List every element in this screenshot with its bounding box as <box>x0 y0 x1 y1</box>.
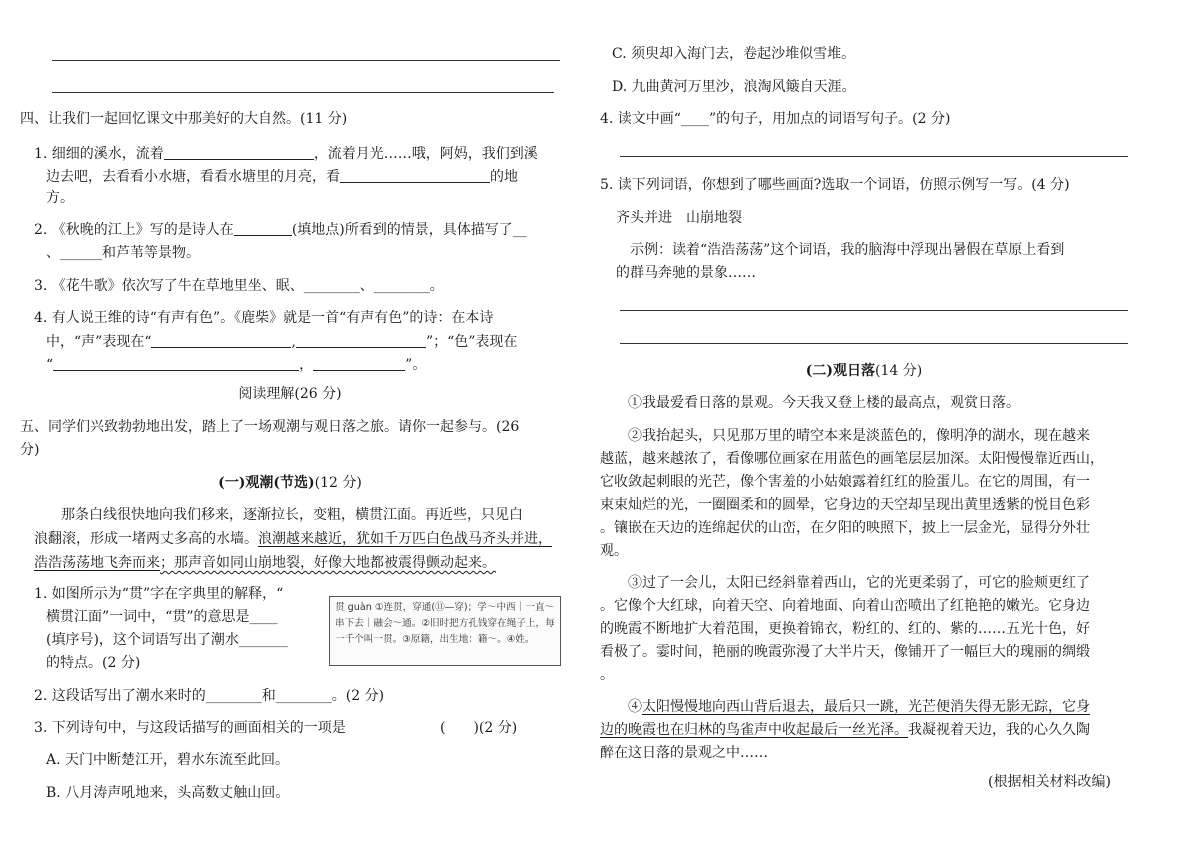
q4-2-line2: 、______和芦苇等景物。 <box>46 245 200 261</box>
passage1-line3: 浩浩荡荡地飞奔而来；那声音如同山崩地裂，好像大地都被震得颤动起来。 <box>34 555 496 571</box>
blank[interactable] <box>313 354 405 371</box>
passage1-line2: 浪翻滚，形成一堵两丈多高的水墙。浪潮越来越近，犹如千万匹白色战马齐头并进， <box>34 531 552 547</box>
answer-line <box>620 156 1128 157</box>
sub1-line3: (填序号)，这个词语写出了潮水_______ <box>46 632 288 648</box>
q4-2-line1: 2. 《秋晚的江上》写的是诗人在 (填地点)所看到的情景，具体描写了__ <box>34 219 527 240</box>
sub1-line4: 的特点。(2 分) <box>46 655 141 671</box>
option-a[interactable]: A. 天门中断楚江开，碧水东流至此回。 <box>46 752 290 768</box>
passage2-para4-line2: 边的晚霞也在归林的鸟雀声中收起最后一丝光泽。我凝视着天边，我的心久久陶 <box>600 722 1090 738</box>
reading-title: 阅读理解(26 分) <box>238 386 342 402</box>
sub5-words: 齐头并进 山崩地裂 <box>616 210 742 226</box>
passage2-para2-line5: 。镶嵌在天边的连绵起伏的山峦，在夕阳的映照下，披上一层金光，显得分外壮 <box>600 520 1090 536</box>
passage2-para2-line2: 越蓝，越来越浓了，看像哪位画家在用蓝色的画笔层层加深。太阳慢慢靠近西山， <box>600 451 1104 467</box>
sub1-line1: 1. 如图所示为“贯”字在字典里的解释，“ <box>34 586 284 602</box>
passage1-line1: 那条白线很快地向我们移来，逐渐拉长，变粗，横贯江面。再近些，只见白 <box>61 507 523 523</box>
q4-title: 四、让我们一起回忆课文中那美好的大自然。(11 分) <box>20 111 348 127</box>
blank[interactable] <box>53 354 299 371</box>
answer-line <box>620 343 1128 344</box>
answer-line <box>52 92 554 93</box>
passage2-para3-line1: ③过了一会儿，太阳已经斜靠着西山，它的光更柔弱了，可它的脸颊更红了 <box>628 575 1090 591</box>
sub5: 5. 读下列词语，你想到了哪些画面?选取一个词语，仿照示例写一写。(4 分) <box>600 177 1070 193</box>
q4-1-line2: 边去吧，去看看小水塘，看看水塘里的月亮，看 的地 <box>46 166 518 187</box>
dictionary-entry-image: 贯 guàn ①连贯，穿通(⑪—穿)；学～中西｜一直～串下去｜融会～通。②旧时把方孔钱穿在绳子上，每一千个叫一贯。③原籍，出生地：籍～。④姓。 <box>329 596 561 666</box>
q5-title-line2: 分) <box>20 442 40 458</box>
option-c[interactable]: C. 须臾却入海门去，卷起沙堆似雪堆。 <box>612 46 856 62</box>
q4-1-line3: 方。 <box>46 190 74 206</box>
passage2-para2-line3: 它收敛起刺眼的光芒，像个害羞的小姑娘露着红红的脸蛋儿。在它的周围，有一 <box>600 474 1090 490</box>
sub2: 2. 这段话写出了潮水来时的________和________。(2 分) <box>34 688 385 704</box>
q4-4-line1: 4. 有人说王维的诗“有声有色”。《鹿柴》就是一首“有声有色”的诗：在本诗 <box>34 310 494 326</box>
sub5-example-line1: 示例：读着“浩浩荡荡”这个词语，我的脑海中浮现出暑假在草原上看到 <box>630 242 1065 258</box>
passage2-para2-line6: 观。 <box>600 543 628 559</box>
passage2-para1: ①我最爱看日落的景观。今天我又登上楼的最高点，观赏日落。 <box>628 395 1020 411</box>
part1-title: (一)观潮(节选)(12 分) <box>218 475 362 491</box>
sub3-answer-paren[interactable]: ( )(2 分) <box>440 720 518 736</box>
blank[interactable] <box>340 166 490 183</box>
q4-4-line3: “ ， ”。 <box>46 354 426 375</box>
passage2-para4-line3: 醉在这日落的景观之中…… <box>600 745 768 761</box>
sub5-example-line2: 的群马奔驰的景象…… <box>616 265 756 281</box>
sub1-line2: 横贯江面”一词中，“贯”的意思是____ <box>46 609 278 625</box>
q5-title-line1: 五、同学们兴致勃勃地出发，踏上了一场观潮与观日落之旅。请你一起参与。(26 <box>20 419 520 435</box>
option-b[interactable]: B. 八月涛声吼地来，头高数丈触山回。 <box>46 785 290 801</box>
passage2-para3-line2: 。它像个大红球，向着天空、向着地面、向着山峦喷出了红艳艳的嫩光。它身边 <box>600 598 1090 614</box>
answer-line <box>620 310 1128 311</box>
passage2-para2-line1: ②我抬起头，只见那万里的晴空本来是淡蓝色的，像明净的湖水，现在越来 <box>628 428 1090 444</box>
passage2-para3-line5: 。 <box>600 667 614 683</box>
sub4: 4. 读文中画“____”的句子，用加点的词语写句子。(2 分) <box>600 111 951 127</box>
passage2-para3-line4: 看极了。霎时间，艳丽的晚霞弥漫了大半片天，像铺开了一幅巨大的瑰丽的绸缎 <box>600 644 1090 660</box>
blank[interactable] <box>151 331 291 348</box>
part2-title: (二)观日落(14 分) <box>805 363 923 379</box>
q4-3: 3. 《花牛歌》依次写了牛在草地里坐、眠、________、________。 <box>34 278 444 294</box>
passage2-para4-line1: ④太阳慢慢地向西山背后退去，最后只一跳，光芒便消失得无影无踪，它身 <box>628 699 1090 715</box>
source-note: (根据相关材料改编) <box>988 774 1111 790</box>
answer-line <box>52 60 560 61</box>
sub3: 3. 下列诗句中，与这段话描写的画面相关的一项是 <box>34 720 346 736</box>
passage2-para2-line4: 束束灿烂的光，一圈圈柔和的圆晕，它身边的天空却呈现出黄里透紫的悦目色彩 <box>600 497 1090 513</box>
blank[interactable] <box>164 143 314 160</box>
blank[interactable] <box>296 331 426 348</box>
q4-4-line2: 中，“声”表现在“ , ”；“色”表现在 <box>46 331 517 352</box>
blank[interactable] <box>234 219 292 236</box>
option-d[interactable]: D. 九曲黄河万里沙，浪淘风簸自天涯。 <box>612 79 856 95</box>
passage2-para3-line3: 的晚霞不断地扩大着范围，更换着锦衣，粉红的、红的、紫的……五光十色，好 <box>600 621 1090 637</box>
q4-1-line1: 1. 细细的溪水，流着 ，流着月光……哦，阿妈，我们到溪 <box>34 143 538 164</box>
